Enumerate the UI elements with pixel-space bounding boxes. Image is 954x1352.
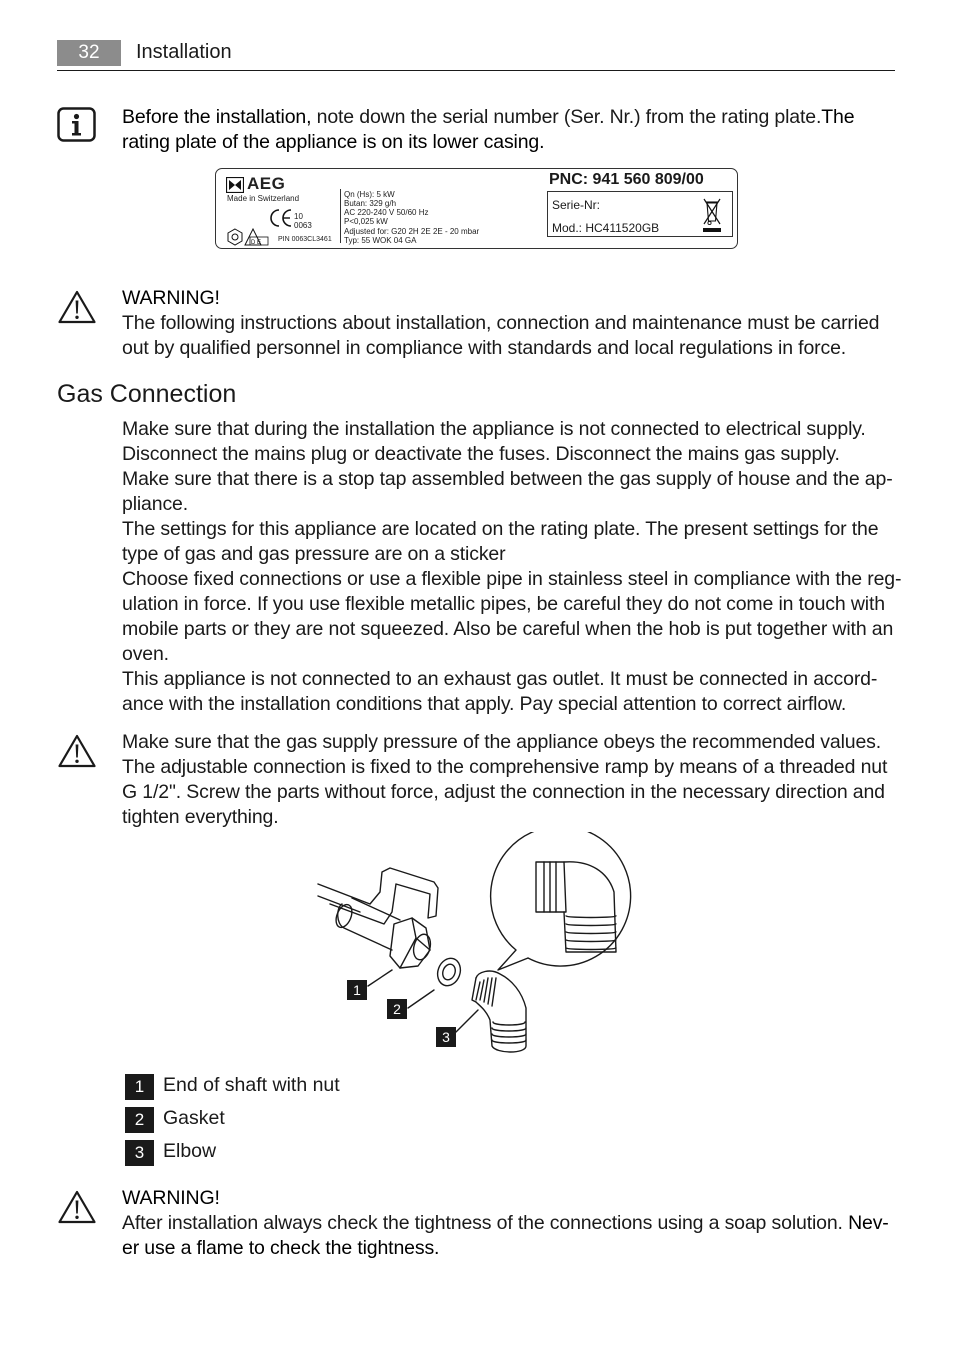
leader-line-2	[408, 990, 434, 1008]
weee-bin-icon	[702, 197, 722, 233]
gas-line-10: oven.	[122, 643, 169, 665]
info-note	[122, 105, 902, 155]
warning-2-line-1a: After installation always check the tightness of the connections using a soap solution.	[122, 1212, 843, 1234]
warning-icon	[57, 289, 97, 325]
caution-line-4: tighten everything.	[122, 806, 279, 828]
warning-1	[122, 286, 912, 361]
shaft-with-nut	[333, 898, 433, 968]
gas-line-9: mobile parts or they are not squeezed. Also be careful when the hob is put together with an	[122, 618, 894, 640]
svg-text:D E: D E	[251, 240, 262, 246]
caution-line-2: The adjustable connection is fixed to the comprehensive ramp by means of a threaded nut	[122, 756, 888, 778]
plate-brand: AEG	[247, 174, 286, 193]
plate-pin: PIN 0063CL3461	[278, 236, 332, 243]
legend-num-3: 3	[125, 1140, 154, 1166]
gas-connection-body	[122, 417, 912, 717]
info-icon	[57, 107, 96, 142]
info-note-tail: The rating plate of the appliance is on its lower casing.	[122, 106, 855, 153]
plate-divider	[340, 189, 341, 243]
warning-2-line-2: er use a flame to check the tightness.	[122, 1237, 440, 1259]
plate-made-in: Made in Switzerland	[227, 194, 300, 203]
gas-line-1: Make sure that during the installation the appliance is not connected to electrical supply.	[122, 418, 866, 440]
figure-callout-1: 1	[347, 980, 367, 1000]
plate-mod: Mod.: HC411520GB	[552, 221, 660, 235]
gas-line-8: ulation in force. If you use flexible metallic pipes, be careful they do not come in touch with	[122, 593, 885, 615]
plate-spec-3: AC 220-240 V 50/60 Hz	[344, 208, 429, 217]
info-note-lead: Before the installation,	[122, 106, 312, 128]
plate-pnc: PNC: 941 560 809/00	[549, 171, 704, 188]
warning-1-line-1: The following instructions about installation, connection and maintenance must be carried	[122, 312, 880, 334]
header-rule	[57, 70, 895, 71]
elbow	[472, 971, 526, 1052]
gasket	[434, 955, 464, 989]
rating-plate	[215, 168, 738, 249]
plate-serial-box	[547, 191, 733, 237]
warning-1-title: WARNING!	[122, 287, 220, 309]
info-note-body: note down the serial number (Ser. Nr.) from the rating plate.	[311, 106, 822, 128]
gas-line-2: Disconnect the mains plug or deactivate the fuses. Disconnect the mains gas supply.	[122, 443, 840, 465]
legend-label-3: Elbow	[163, 1140, 217, 1162]
plate-spec-6: Typ: 55 WOK 04 GA	[344, 236, 417, 245]
gas-connection-figure	[300, 832, 645, 1064]
warning-2-title: WARNING!	[122, 1187, 220, 1209]
leader-line-3	[456, 1010, 478, 1032]
plate-spec-5: Adjusted for: G20 2H 2E 2E - 20 mbar	[344, 227, 480, 236]
gas-connection-heading: Gas Connection	[57, 380, 237, 408]
page-number: 32	[57, 40, 121, 66]
plate-spec-2: Butan: 329 g/h	[344, 199, 397, 208]
plate-ce-number-1: 10	[294, 212, 303, 221]
gas-line-3: Make sure that there is a stop tap assembled between the gas supply of house and the ap-	[122, 468, 893, 490]
section-title: Installation	[136, 41, 232, 63]
ce-mark-icon	[268, 207, 294, 229]
warning-2-line-1b: Nev-	[842, 1212, 889, 1234]
warning-1-line-2: out by qualified personnel in compliance with standards and local regulations in force.	[122, 337, 847, 359]
gas-line-11: This appliance is not connected to an exhaust gas outlet. It must be connected in accord-	[122, 668, 878, 690]
gas-line-7: Choose fixed connections or use a flexible pipe in stainless steel in compliance with the reg-	[122, 568, 902, 590]
legend-num-2: 2	[125, 1107, 154, 1133]
plate-spec-4: P<0,025 kW	[344, 217, 388, 226]
warning-2	[122, 1186, 912, 1261]
certification-marks-icon	[226, 228, 274, 246]
legend-label-2: Gasket	[163, 1107, 225, 1129]
legend-label-1: End of shaft with nut	[163, 1074, 340, 1096]
plate-serie: Serie-Nr:	[552, 198, 601, 212]
caution-note	[122, 730, 912, 830]
warning-icon	[57, 1189, 97, 1225]
gas-line-5: The settings for this appliance are located on the rating plate. The present settings for the	[122, 518, 879, 540]
gas-line-12: ance with the installation conditions that apply. Pay special attention to correct airflow.	[122, 693, 847, 715]
plate-spec-1: Qn (Hs): 5 kW	[344, 190, 395, 199]
figure-callout-3: 3	[436, 1027, 456, 1047]
gas-line-6: type of gas and gas pressure are on a sticker	[122, 543, 506, 565]
leader-line-1	[368, 970, 392, 986]
figure-callout-2: 2	[387, 999, 407, 1019]
gas-line-4: pliance.	[122, 493, 189, 515]
aeg-logo-icon	[226, 177, 244, 193]
plate-ce-number-2: 0063	[294, 221, 312, 230]
caution-icon	[57, 733, 97, 769]
shaft-bracket	[318, 868, 438, 924]
elbow-zoom-bubble	[491, 832, 631, 970]
caution-line-1: Make sure that the gas supply pressure of the appliance obeys the recommended values.	[122, 731, 882, 753]
caution-line-3: G 1/2". Screw the parts without force, adjust the connection in the necessary direction and	[122, 781, 885, 803]
legend-num-1: 1	[125, 1074, 154, 1100]
